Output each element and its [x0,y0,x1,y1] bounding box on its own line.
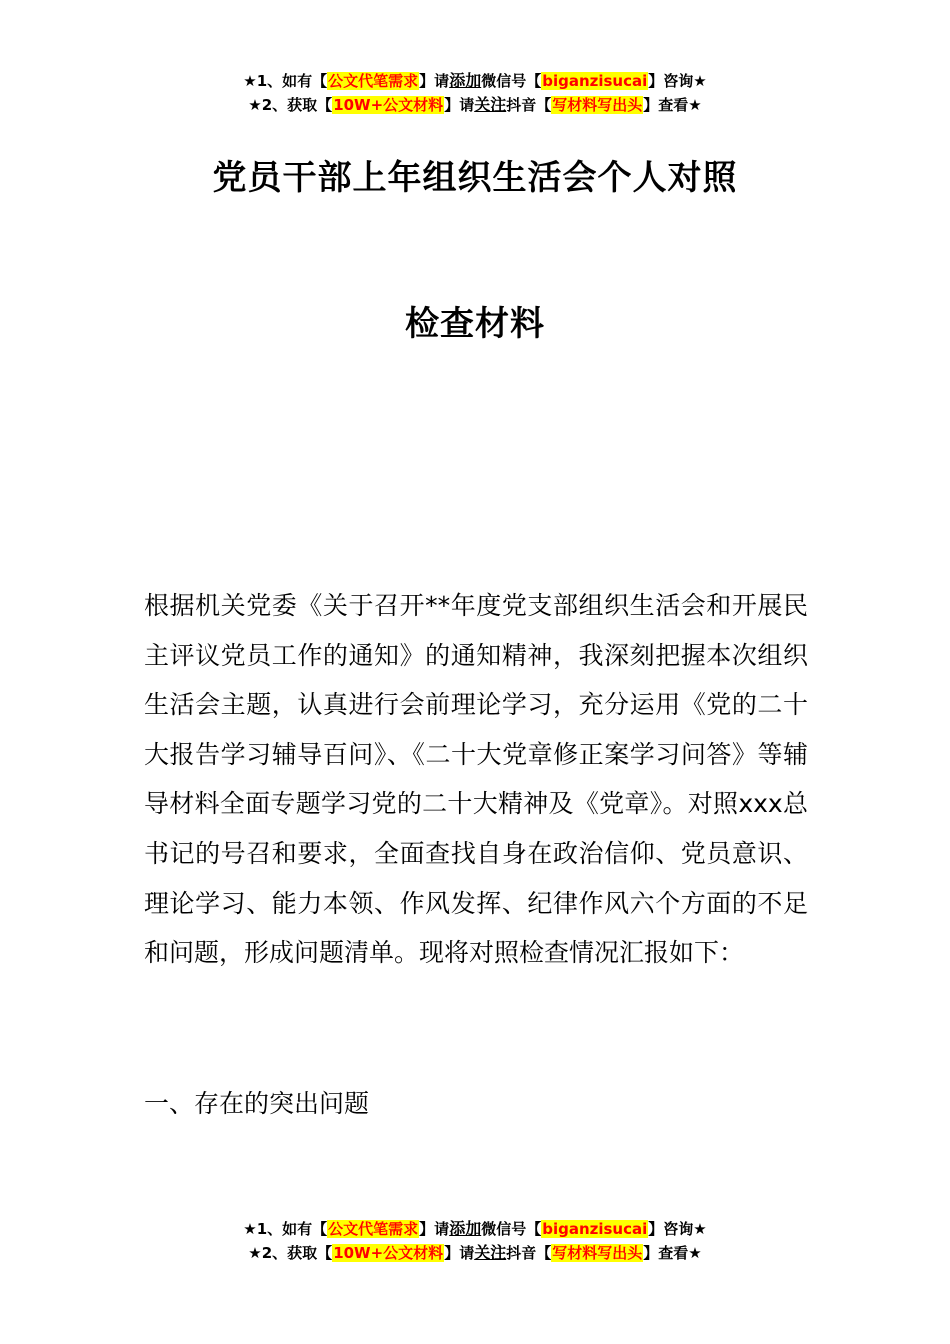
promo-text: ★1、如有【 [243,1220,328,1238]
promo-line-1 [0,1217,950,1241]
promo-highlight: 10W+公文材料 [333,96,444,114]
promo-text: 】查看★ [643,1244,702,1262]
promo-text: ★2、获取【 [248,96,333,114]
promo-text: 微信号【 [481,1220,542,1238]
promo-text: ★1、如有【 [243,72,328,90]
promo-banner-bottom [0,1217,950,1265]
intro-paragraph: 根据机关党委《关于召开**年度党支部组织生活会和开展民主评议党员工作的通知》的通知精神，我深刻把握本次组织生活会主题，认真进行会前理论学习，充分运用《党的二十大报告学习辅导百问》、《二十大党章修正案学习问答》等辅导材料全面专题学习党的二十大精神及《党章》。对照xxx总书记的号召和要求，全面查找自身在政治信仰、党员意识、理论学习、能力本领、作风发挥、纪律作风六个方面的不足和问题，形成问题清单。现将对照检查情况汇报如下： [144,591,808,968]
promo-line-2 [0,93,950,117]
promo-emphasis: 关注 [474,95,507,114]
promo-highlight: 写材料写出头 [552,1244,643,1262]
promo-text: 】咨询★ [648,1220,707,1238]
promo-line-1 [0,69,950,93]
promo-highlight: biganzisucai [542,72,648,90]
promo-text: 】咨询★ [648,72,707,90]
section-heading-1: 一、存在的突出问题 [144,1089,370,1118]
document-title-line-2: 检查材料 [405,304,545,344]
promo-emphasis: 关注 [474,1243,507,1262]
promo-text: 】查看★ [643,96,702,114]
promo-text: 】请 [444,96,475,114]
promo-highlight: 公文代笔需求 [328,1220,419,1238]
promo-line-2 [0,1241,950,1265]
promo-text: 】请 [444,1244,475,1262]
promo-text: ★2、获取【 [248,1244,333,1262]
promo-text: 抖音【 [506,96,552,114]
promo-banner-top [0,69,950,117]
document-title-line-1: 党员干部上年组织生活会个人对照 [212,158,738,198]
promo-text: 抖音【 [506,1244,552,1262]
promo-highlight: 10W+公文材料 [333,1244,444,1262]
promo-text: 】请 [419,1220,450,1238]
promo-highlight: 公文代笔需求 [328,72,419,90]
promo-text: 】请 [419,72,450,90]
promo-emphasis: 添加 [449,1219,482,1238]
promo-highlight: 写材料写出头 [552,96,643,114]
promo-highlight: biganzisucai [542,1220,648,1238]
promo-text: 微信号【 [481,72,542,90]
promo-emphasis: 添加 [449,71,482,90]
